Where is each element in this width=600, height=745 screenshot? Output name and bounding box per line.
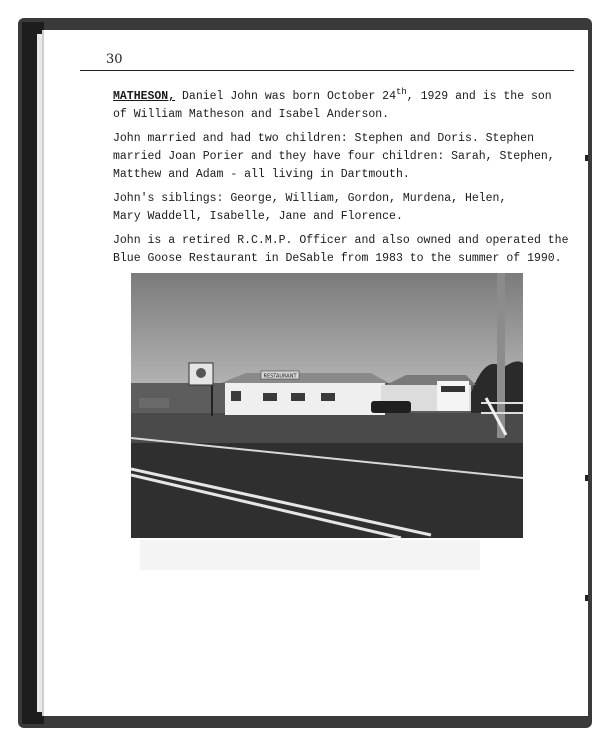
binder-ring-icon: [585, 155, 588, 161]
restaurant-photo: [131, 273, 523, 538]
roof-sign: RESTAURANT: [263, 373, 297, 380]
paragraph-children: John married and had two children: Stephen and Doris. Stephen married Joan Porier and they have four children: Sarah, Stephen, Matthew and Adam - all living in Dartmouth.: [113, 132, 555, 181]
paragraph-career: John is a retired R.C.M.P. Officer and also owned and operated the Blue Goose Restaurant in DeSable from 1983 to the summer of 1990.: [113, 234, 569, 265]
page-number: 30: [106, 52, 123, 67]
header-rule: [80, 70, 574, 71]
photo-shadow: [140, 540, 480, 570]
surname-heading: MATHESON,: [113, 90, 176, 103]
paragraph-siblings: John's siblings: George, William, Gordon, Murdena, Helen, Mary Waddell, Isabelle, Jane and Florence.: [113, 192, 507, 223]
paragraph-birth: MATHESON, Daniel John was born October 24th, 1929 and is the son of William Matheson and Isabel Anderson.: [113, 87, 552, 121]
binder-ring-icon: [585, 475, 588, 481]
biography-entry: [113, 88, 573, 274]
binder-ring-icon: [585, 595, 588, 601]
